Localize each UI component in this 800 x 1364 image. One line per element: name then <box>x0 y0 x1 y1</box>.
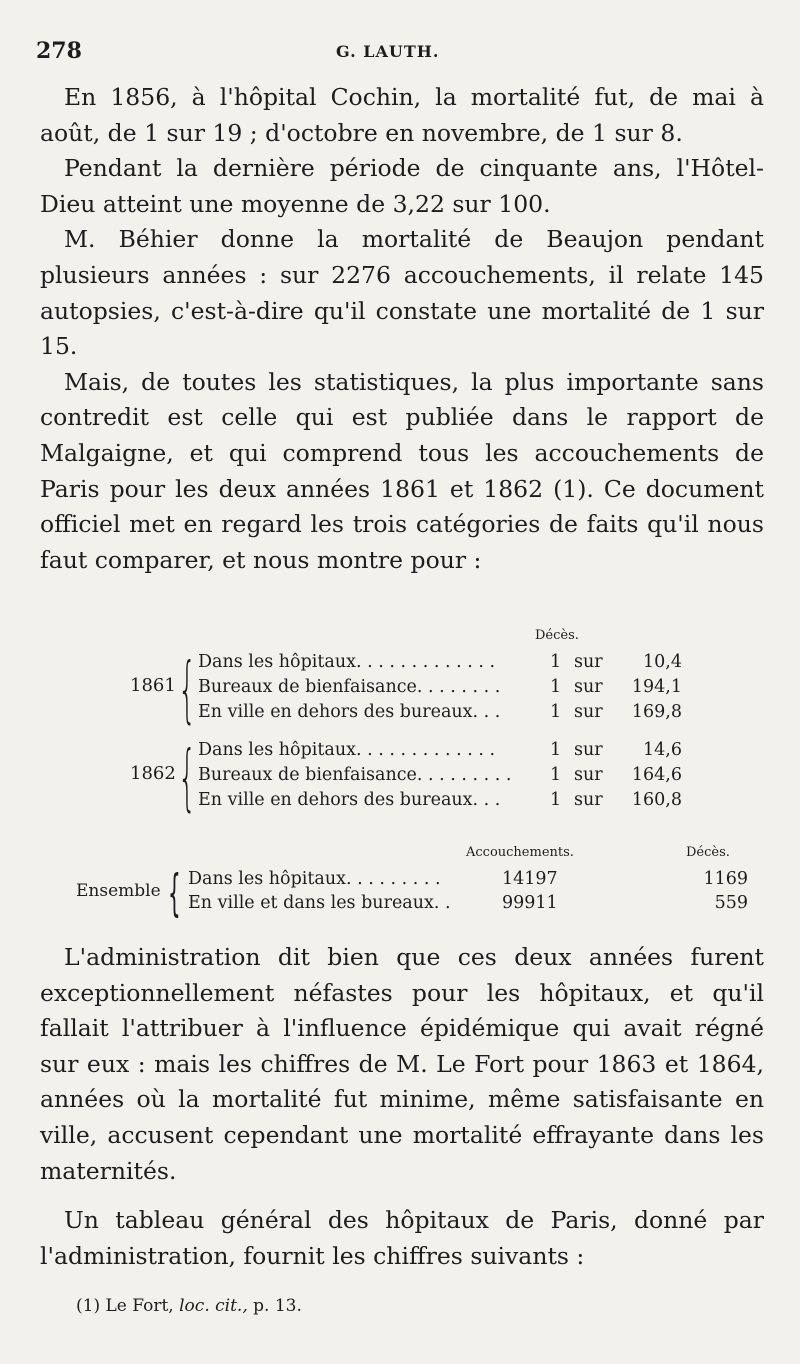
row-accouchements: 14197 <box>502 869 558 889</box>
row-accouchements: 99911 <box>502 893 558 913</box>
deces-header: Décès. <box>686 845 730 860</box>
brace-glyph: { <box>178 735 197 819</box>
paragraph-cochin: En 1856, à l'hôpital Cochin, la mortalité fut, de mai à août, de 1 sur 19 ; d'octobre en novembre, de 1 sur 8. <box>40 83 764 147</box>
page-header <box>36 38 760 72</box>
row-value: 160,8 <box>631 790 682 810</box>
paragraph-administration: L'administration dit bien que ces deux années furent exceptionnellement néfastes pour les hôpitaux, et qu'il fallait l'attribuer à l'influence épidémique qui avait régné sur eux : mais les chiffres de M. Le Fort pour 1863 et 1864, années où la mortalité fut minime, même satisfaisante en ville, accusent cependant une mortalité effrayante dans les maternités. <box>40 943 764 1185</box>
table-row <box>198 790 698 815</box>
row-label: En ville et dans les bureaux. . <box>188 893 451 913</box>
deces-header: Décès. <box>535 628 579 643</box>
row-sur: sur <box>574 677 603 697</box>
row-sur: sur <box>574 652 603 672</box>
row-value: 169,8 <box>631 702 682 722</box>
row-sur: sur <box>574 790 603 810</box>
row-deces: 559 <box>714 893 748 913</box>
footnote-marker: (1) <box>76 1296 101 1316</box>
brace-glyph: { <box>178 647 197 731</box>
row-one: 1 <box>550 765 562 785</box>
table-row <box>198 765 698 790</box>
row-sur: sur <box>574 765 603 785</box>
row-one: 1 <box>550 677 562 697</box>
row-label: Bureaux de bienfaisance. . . . . . . . . <box>198 765 512 785</box>
row-sur: sur <box>574 702 603 722</box>
accouchements-header: Accouchements. <box>466 845 574 860</box>
text-body-continued <box>40 940 764 1274</box>
table-row <box>188 869 748 893</box>
brace-glyph: { <box>168 864 181 922</box>
row-value: 194,1 <box>631 677 682 697</box>
row-one: 1 <box>550 702 562 722</box>
row-value: 14,6 <box>643 740 682 760</box>
paragraph-tableau: Un tableau général des hôpitaux de Paris, donné par l'administration, fournit les chiffres suivants : <box>40 1206 764 1270</box>
table-row <box>198 740 698 765</box>
running-head: G. LAUTH. <box>336 42 440 61</box>
row-value: 164,6 <box>631 765 682 785</box>
year-label: 1862 <box>130 763 176 784</box>
footnote <box>76 1296 302 1316</box>
row-label: Dans les hôpitaux. . . . . . . . . . . . . <box>198 652 496 672</box>
paragraph-hotel-dieu: Pendant la dernière période de cinquante ans, l'Hôtel-Dieu atteint une moyenne de 3,22 sur 100. <box>40 154 764 218</box>
row-label: Bureaux de bienfaisance. . . . . . . . <box>198 677 501 697</box>
row-label: En ville en dehors des bureaux. . . <box>198 702 501 722</box>
row-label: Dans les hôpitaux. . . . . . . . . <box>188 869 441 889</box>
year-group-1862 <box>120 735 700 819</box>
table-row <box>198 702 698 727</box>
table-row <box>188 893 748 917</box>
row-value: 10,4 <box>643 652 682 672</box>
footnote-page: p. 13. <box>253 1296 302 1316</box>
year-label: 1861 <box>130 675 176 696</box>
row-one: 1 <box>550 652 562 672</box>
ensemble-label: Ensemble <box>76 881 161 901</box>
footnote-author: Le Fort, <box>105 1296 174 1316</box>
page-number: 278 <box>36 38 82 64</box>
paragraph-malgaigne: Mais, de toutes les statistiques, la plus importante sans contredit est celle qui est publiée dans le rapport de Malgaigne, et qui comprend tous les accouchements de Paris pour les deux années 1861 et 1862 (1). Ce document officiel met en regard les trois catégories de faits qu'il nous faut comparer, et nous montre pour : <box>40 367 764 574</box>
year-group-1861 <box>120 647 700 731</box>
row-one: 1 <box>550 740 562 760</box>
footnote-loc-cit: loc. cit., <box>179 1296 248 1316</box>
row-deces: 1169 <box>703 869 748 889</box>
table-row <box>198 677 698 702</box>
row-label: Dans les hôpitaux. . . . . . . . . . . . . <box>198 740 496 760</box>
row-sur: sur <box>574 740 603 760</box>
paragraph-behier: M. Béhier donne la mortalité de Beaujon pendant plusieurs années : sur 2276 accouchements, il relate 145 autopsies, c'est-à-dire qu'il constate une mortalité de 1 sur 15. <box>40 225 764 361</box>
text-body <box>40 80 764 578</box>
row-label: En ville en dehors des bureaux. . . <box>198 790 501 810</box>
row-one: 1 <box>550 790 562 810</box>
table-row <box>198 652 698 677</box>
